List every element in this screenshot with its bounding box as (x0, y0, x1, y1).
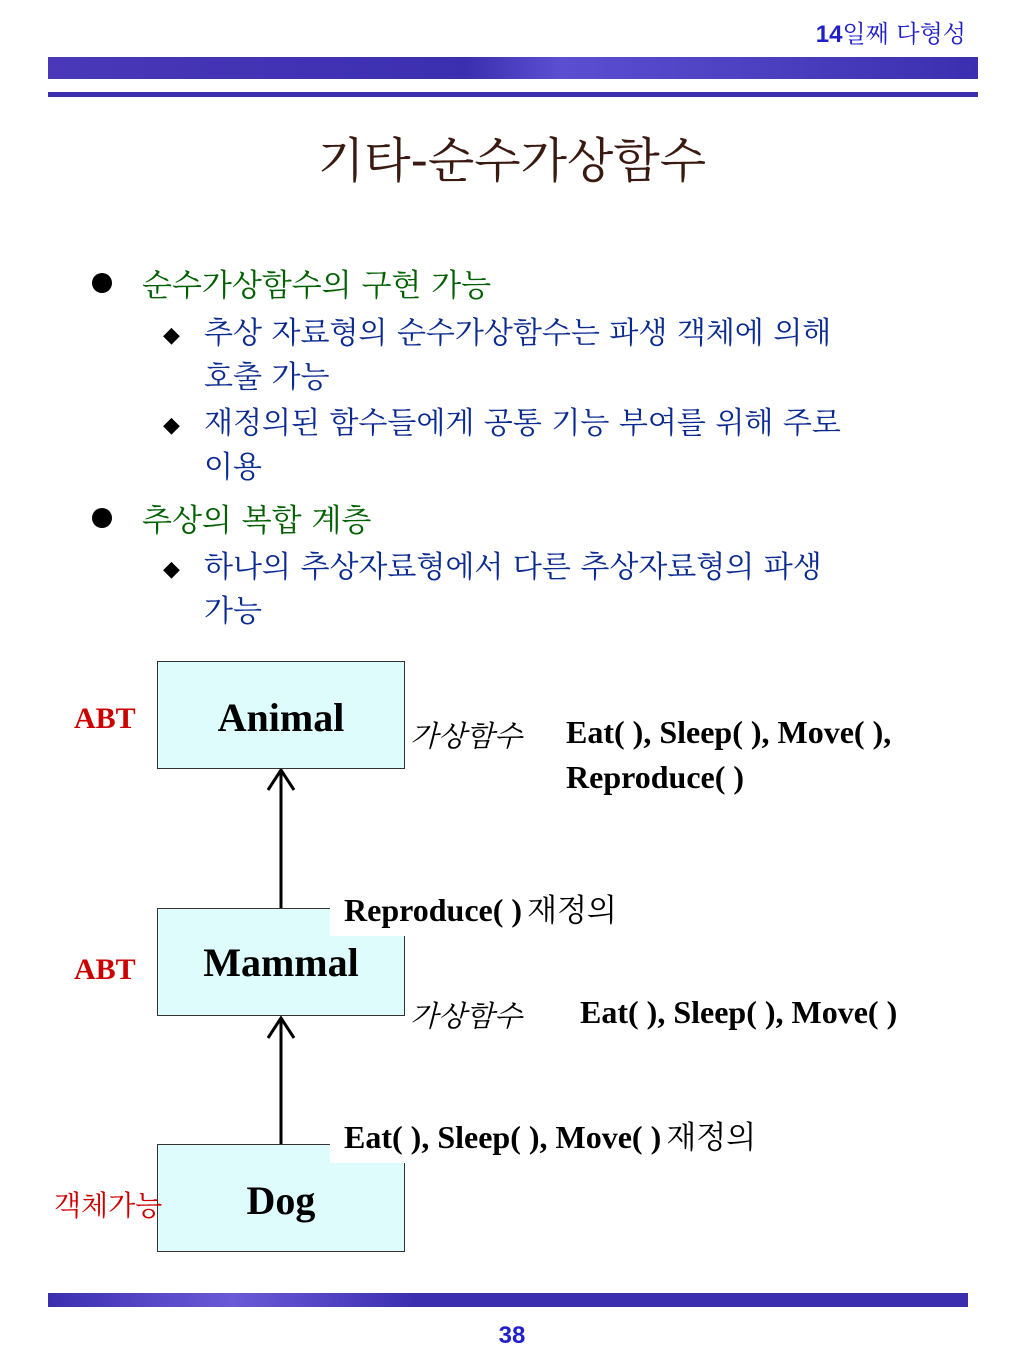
sub-bullet-2-1-line2: 가능 (204, 594, 262, 629)
page-number: 38 (498, 1322, 526, 1349)
mammal-override-funcs: Reproduce( ) (344, 892, 523, 928)
sub-bullet-1-2-line1: 재정의된 함수들에게 공통 기능 부여를 위해 주로 (204, 406, 841, 441)
animal-label: Animal (217, 695, 345, 740)
slide-title: 기타-순수가상함수 (317, 133, 707, 189)
dog-override-funcs: Eat( ), Sleep( ), Move( ) (344, 1119, 662, 1155)
mammal-virtual-funcs: Eat( ), Sleep( ), Move( ) (580, 994, 898, 1030)
mammal-virtual-label: 가상함수 (410, 999, 523, 1033)
mammal-override-note (330, 885, 623, 936)
footer-bar (48, 1293, 968, 1307)
sub-bullet-1-2-line2: 이용 (204, 450, 262, 485)
dog-override-note (330, 1112, 762, 1163)
diamond-icon: ◆ (163, 323, 180, 348)
dog-object-tag: 객체가능 (54, 1189, 163, 1222)
animal-virtual-label: 가상함수 (410, 719, 523, 753)
dog-override-word: 재정의 (666, 1120, 757, 1156)
animal-virtual-funcs-line2: Reproduce( ) (566, 759, 745, 795)
diamond-icon: ◆ (163, 413, 180, 438)
bullet-2-text: 추상의 복합 계층 (142, 503, 372, 539)
sub-bullet-2-1-line1: 하나의 추상자료형에서 다른 추상자료형의 파생 (204, 550, 822, 585)
diamond-icon: ◆ (163, 557, 180, 582)
mammal-label: Mammal (203, 940, 359, 985)
header-day-number: 14 (815, 21, 843, 48)
mammal-abt-tag: ABT (74, 953, 136, 986)
bullet-1-text: 순수가상함수의 구현 가능 (142, 268, 492, 304)
sub-bullet-1-1-line2: 호출 가능 (204, 360, 330, 395)
sub-bullet-1-1-line1: 추상 자료형의 순수가상함수는 파생 객체에 의해 (204, 316, 832, 351)
animal-virtual-funcs-line1: Eat( ), Sleep( ), Move( ), (566, 714, 892, 750)
mammal-override-word: 재정의 (527, 893, 617, 929)
animal-box (157, 661, 405, 769)
header-day-text: 일째 다형성 (842, 20, 966, 48)
dog-label: Dog (246, 1178, 316, 1223)
animal-abt-tag: ABT (74, 702, 136, 735)
